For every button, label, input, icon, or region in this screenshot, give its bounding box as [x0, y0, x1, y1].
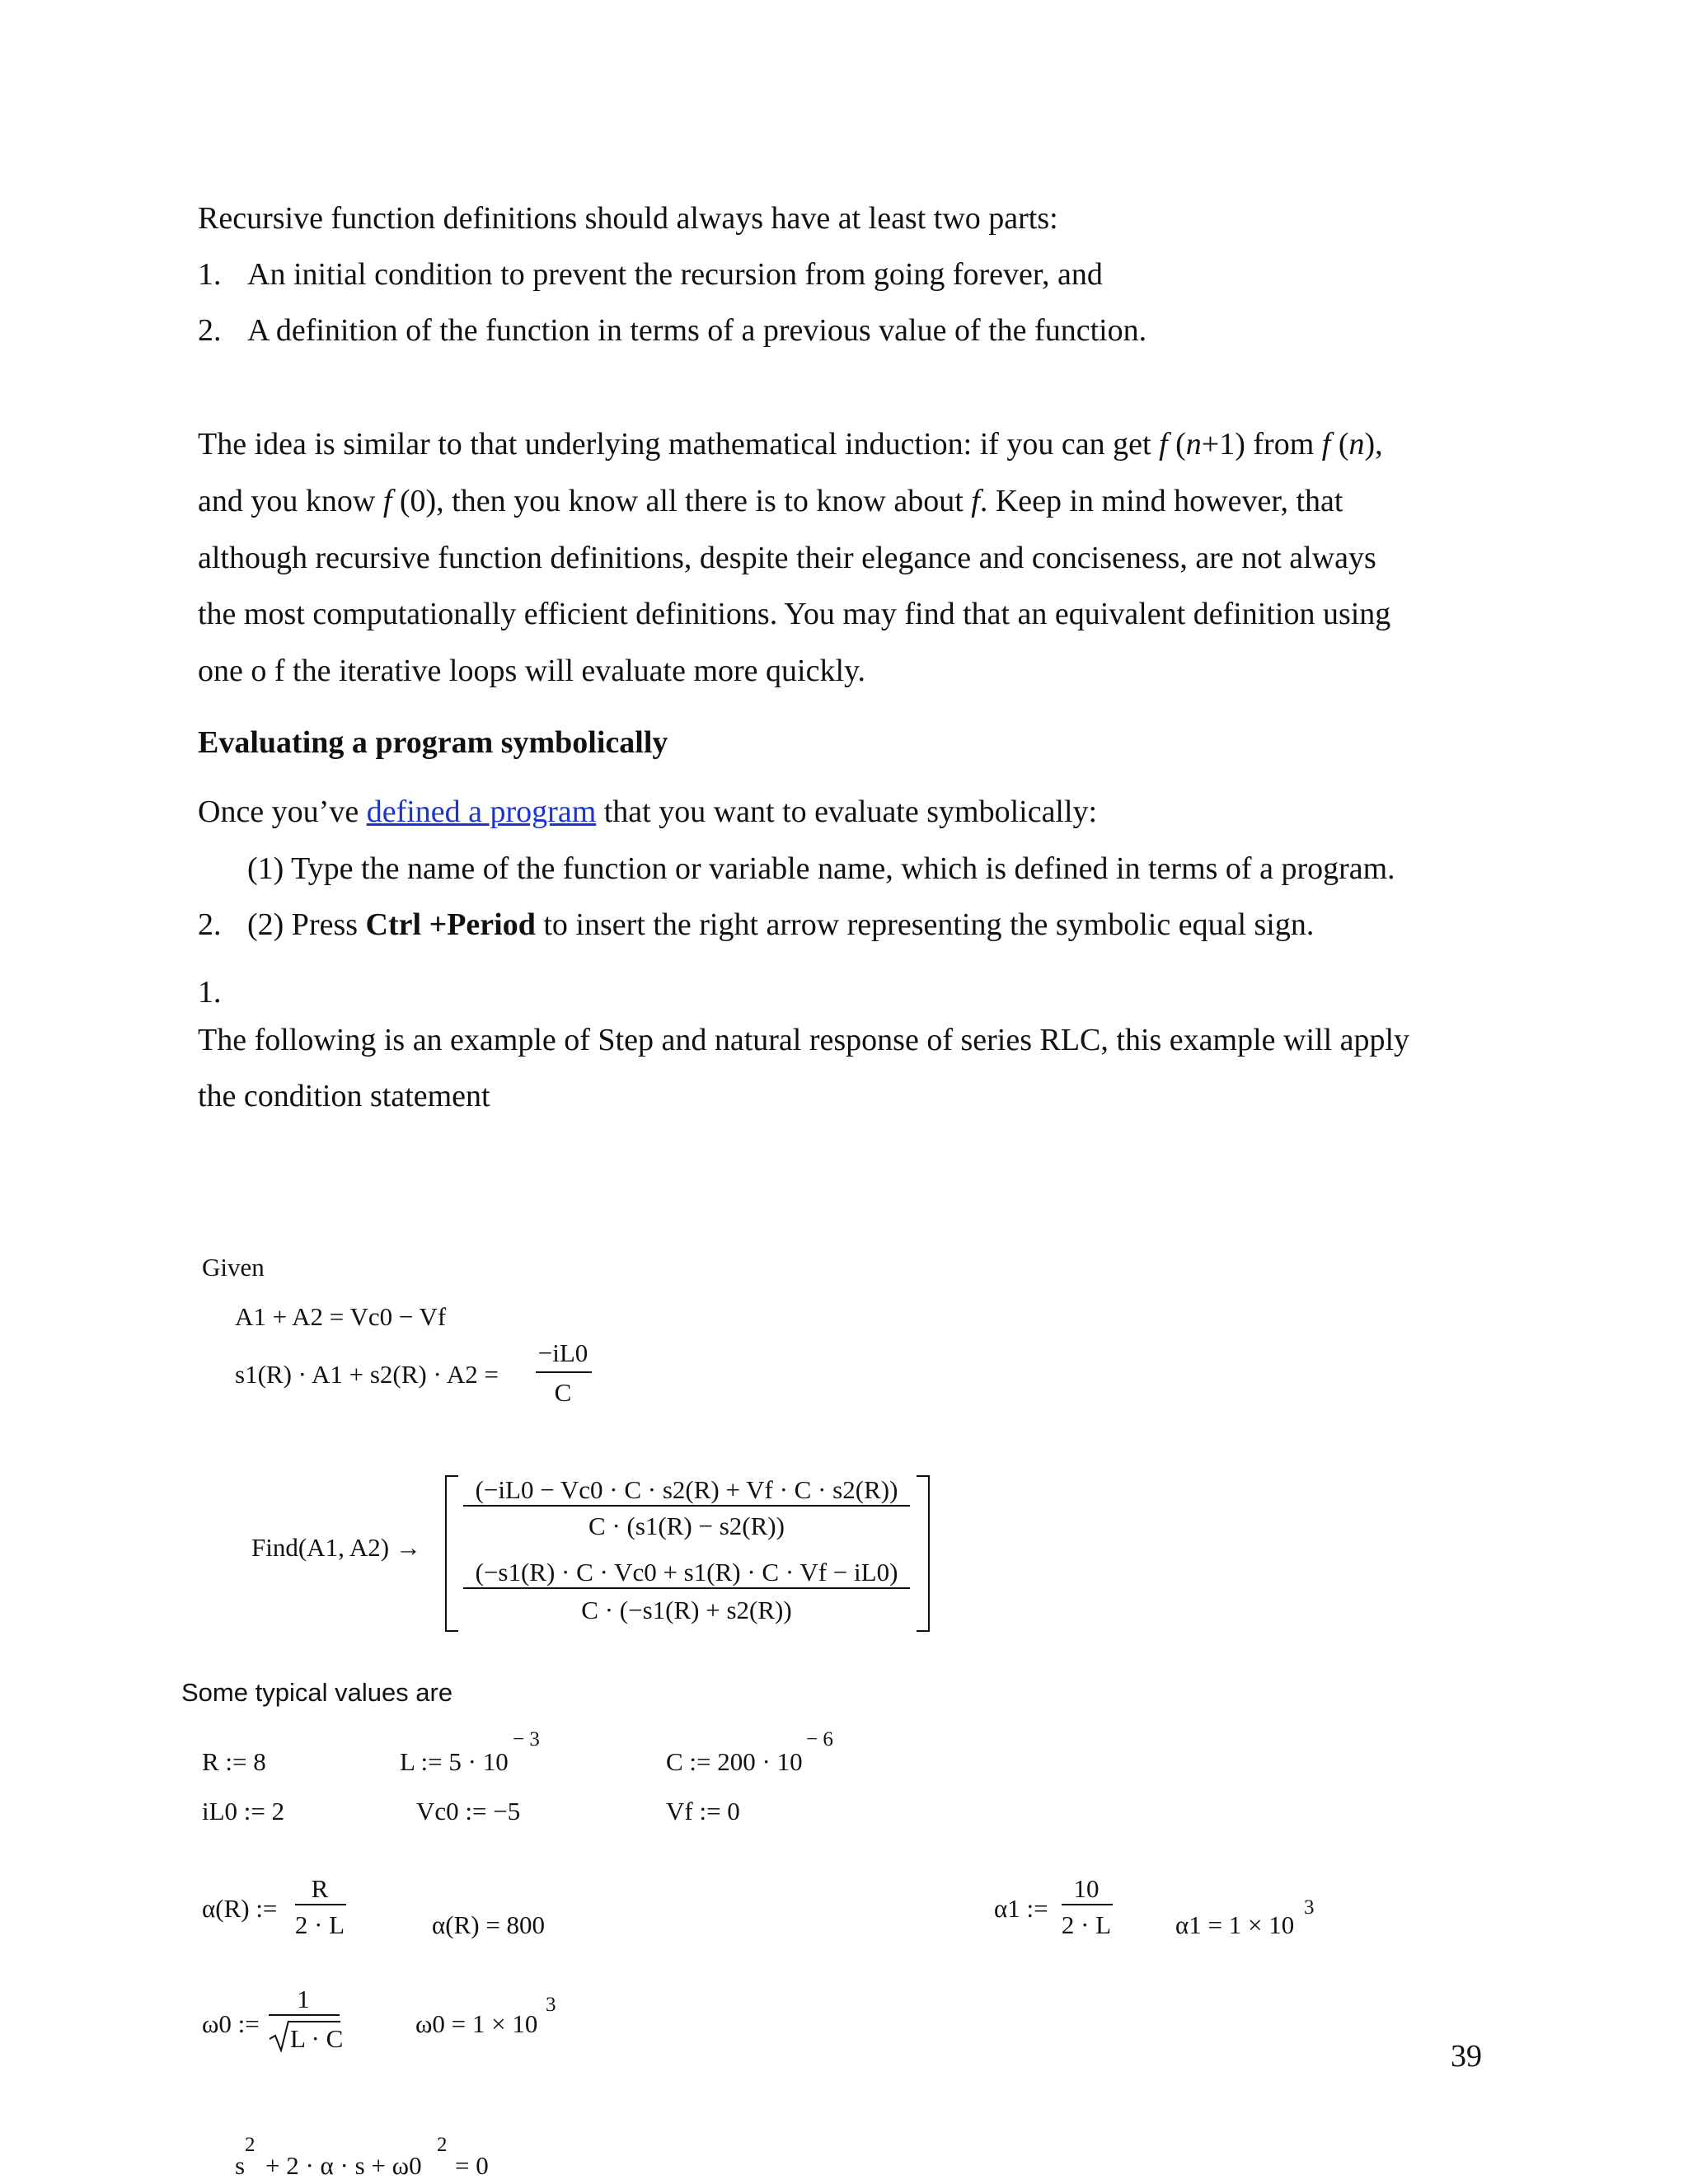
Vc0-definition: Vc0 := −5: [416, 1797, 521, 1825]
omega0-result: ω0 = 1 × 10: [415, 2009, 538, 2038]
alpha1-exponent: 3: [1304, 1896, 1315, 1919]
matrix-left-bracket: [445, 1475, 458, 1632]
section-intro: Once you’ve defined a program that you want to evaluate symbolically:: [198, 794, 1098, 829]
list-number: 2.: [198, 907, 222, 942]
paragraph-line: and you know f (0), then you know all there is to know about f. Keep in mind however, that: [198, 484, 1343, 518]
list-number: 1.: [198, 257, 222, 292]
omega0-numerator: 1: [297, 1985, 310, 2013]
fraction-bar: [463, 1587, 910, 1589]
fraction-bar: [1062, 1904, 1113, 1905]
alpha-numerator: R: [311, 1874, 329, 1903]
paragraph-line: the most computationally efficient definitions. You may find that an equivalent definition using: [198, 597, 1391, 631]
matrix-row-2-denominator: C · (−s1(R) + s2(R)): [581, 1596, 792, 1624]
typical-values-label: Some typical values are: [181, 1678, 453, 1707]
paragraph-line: the condition statement: [198, 1079, 490, 1113]
iL0-definition: iL0 := 2: [202, 1797, 285, 1825]
char-eq-rhs: = 0: [455, 2151, 489, 2180]
alpha1-result: α1 = 1 × 10: [1175, 1910, 1295, 1939]
sqrt-bar: [288, 2021, 340, 2022]
matrix-row-2-numerator: (−s1(R) · C · Vc0 + s1(R) · C · Vf − iL0): [475, 1558, 898, 1586]
alpha-result: α(R) = 800: [432, 1910, 546, 1939]
char-eq-middle: + 2 · α · s + ω0: [265, 2151, 422, 2180]
sqrt-icon: [269, 2019, 290, 2052]
omega0-denominator: L · C: [290, 2024, 344, 2053]
list-number: 2.: [198, 313, 222, 348]
alpha1-numerator: 10: [1073, 1874, 1100, 1903]
alpha1-denominator: 2 · L: [1061, 1910, 1112, 1939]
matrix-row-1-denominator: C · (s1(R) − s2(R)): [588, 1511, 785, 1540]
list-number: 1.: [198, 975, 222, 1010]
alpha-denominator: 2 · L: [294, 1910, 345, 1939]
char-eq-exp1: 2: [245, 2134, 256, 2156]
char-eq-exp2: 2: [437, 2134, 448, 2156]
fraction-bar: [463, 1505, 910, 1507]
list-item: An initial condition to prevent the recursion from going forever, and: [247, 257, 1103, 292]
paragraph-line: one o f the iterative loops will evaluate more quickly.: [198, 654, 866, 688]
find-call: Find(A1, A2) →: [251, 1533, 421, 1562]
paragraph-line: The following is an example of Step and natural response of series RLC, this example will apply: [198, 1023, 1410, 1057]
char-eq-s: s: [235, 2151, 246, 2180]
fraction-bar: [536, 1371, 592, 1373]
L-exponent: − 3: [513, 1728, 540, 1750]
omega0-exponent: 3: [546, 1994, 556, 2016]
shortcut-key: Ctrl +Period: [365, 907, 536, 942]
page-number: 39: [1451, 2039, 1482, 2074]
L-definition: L := 5 · 10: [400, 1747, 509, 1776]
equation-1: A1 + A2 = Vc0 − Vf: [235, 1302, 447, 1331]
paragraph-text: The idea is similar to that underlying mathematical induction: if you can get f (n+1) from f (n),: [198, 427, 1383, 462]
matrix-right-bracket: [917, 1475, 930, 1632]
fraction-bar: [295, 1904, 346, 1905]
alpha1-definition-lhs: α1 :=: [994, 1894, 1048, 1923]
equation-2-lhs: s1(R) · A1 + s2(R) · A2 =: [235, 1360, 499, 1389]
C-exponent: − 6: [806, 1728, 833, 1750]
step-item: (2) Press Ctrl +Period to insert the right arrow representing the symbolic equal sign.: [247, 907, 1315, 942]
Vf-definition: Vf := 0: [666, 1797, 740, 1825]
equation-2-numerator: −iL0: [537, 1338, 588, 1367]
defined-program-link[interactable]: defined a program: [366, 794, 597, 829]
C-definition: C := 200 · 10: [666, 1747, 803, 1776]
section-heading: Evaluating a program symbolically: [198, 725, 668, 760]
intro-line: Recursive function definitions should always have at least two parts:: [198, 201, 1058, 236]
step-item: (1) Type the name of the function or variable name, which is defined in terms of a program.: [247, 851, 1395, 886]
alpha-definition-lhs: α(R) :=: [202, 1894, 278, 1923]
omega0-definition-lhs: ω0 :=: [202, 2009, 260, 2038]
equation-2-denominator: C: [554, 1378, 572, 1407]
given-label: Given: [202, 1253, 265, 1282]
paragraph-line: although recursive function definitions, despite their elegance and conciseness, are not always: [198, 541, 1376, 575]
R-definition: R := 8: [202, 1747, 266, 1776]
paragraph-line: [198, 429, 1484, 460]
matrix-row-1-numerator: (−iL0 − Vc0 · C · s2(R) + Vf · C · s2(R)): [475, 1475, 898, 1504]
list-item: A definition of the function in terms of a previous value of the function.: [247, 313, 1147, 348]
fraction-bar: [269, 2014, 340, 2016]
